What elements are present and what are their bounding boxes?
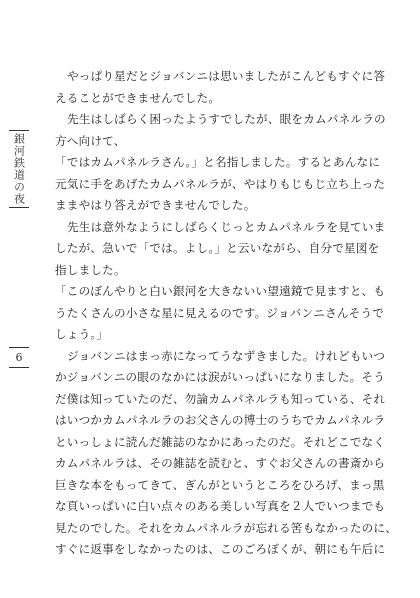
text-line: すぐに返事をしなかったのは、このごろぼくが、朝にも午后に <box>55 542 386 556</box>
text-line: 「このぼんやりと白い銀河を大きないい望遠鏡で見ますと、も <box>55 284 386 298</box>
text-line: だ僕は知っていたのだ、勿論カムパネルラも知っている、それ <box>55 391 386 406</box>
text-line: うたくさんの小さな星に見えるのです。ジョバンニさんそうで <box>55 305 385 320</box>
text-line: しょう。」 <box>55 327 109 341</box>
text-line: な頁いっぱいに白い点々のある美しい写真を２人でいつまでも <box>55 499 386 513</box>
header-rule-top <box>9 130 29 131</box>
body-text <box>55 66 398 561</box>
text-line: かジョバンニの眼のなかには涙がいっぱいになりました。そう <box>55 370 385 384</box>
text-line: 巨きな本をもってきて、ぎんがというところをひろげ、まっ黒 <box>55 477 385 492</box>
header-rule-bottom <box>9 207 29 208</box>
page-number: 6 <box>15 351 23 364</box>
text-line: はいつかカムパネルラのお父さんの博士のうちでカムパネルラ <box>55 413 386 427</box>
text-line: 先生は意外なようにしばらくじっとカムパネルラを見ていま <box>67 219 386 234</box>
book-title: 銀河鉄道の夜 <box>12 133 26 205</box>
text-line: といっしょに読んだ雑誌のなかにあったのだ。それどこでなく <box>55 434 386 449</box>
text-line: 「ではカムパネルラさん。」と名指しました。するとあんなに <box>55 155 381 169</box>
text-line: 指しました。 <box>55 262 126 277</box>
page-rule-top <box>9 347 29 348</box>
text-line: ジョバンニはまっ赤になってうなずきました。けれどもいつ <box>67 348 386 363</box>
text-line: 見たのでした。それをカムパネルラが忘れる筈もなかったのに、 <box>55 520 398 535</box>
text-line: やっぱり星だとジョバンニは思いましたがこんどもすぐに答 <box>67 69 386 83</box>
text-line: 先生はしばらく困ったようすでしたが、眼をカムパネルラの <box>67 112 386 126</box>
page-rule-bottom <box>9 367 29 368</box>
text-line: えることができませんでした。 <box>55 90 221 105</box>
page-number-block <box>6 347 32 368</box>
text-line: 方へ向けて、 <box>55 133 126 148</box>
text-line: 元気に手をあげたカムパネルラが、やはりもじもじ立ち上った <box>55 176 386 191</box>
running-header <box>6 130 32 208</box>
text-line: ままやはり答えができませんでした。 <box>55 198 256 212</box>
text-line: したが、急いで「では。よし。」と云いながら、自分で星図を <box>55 241 380 255</box>
text-line: カムパネルラは、その雑誌を読むと、すぐお父さんの書斎から <box>55 456 386 470</box>
